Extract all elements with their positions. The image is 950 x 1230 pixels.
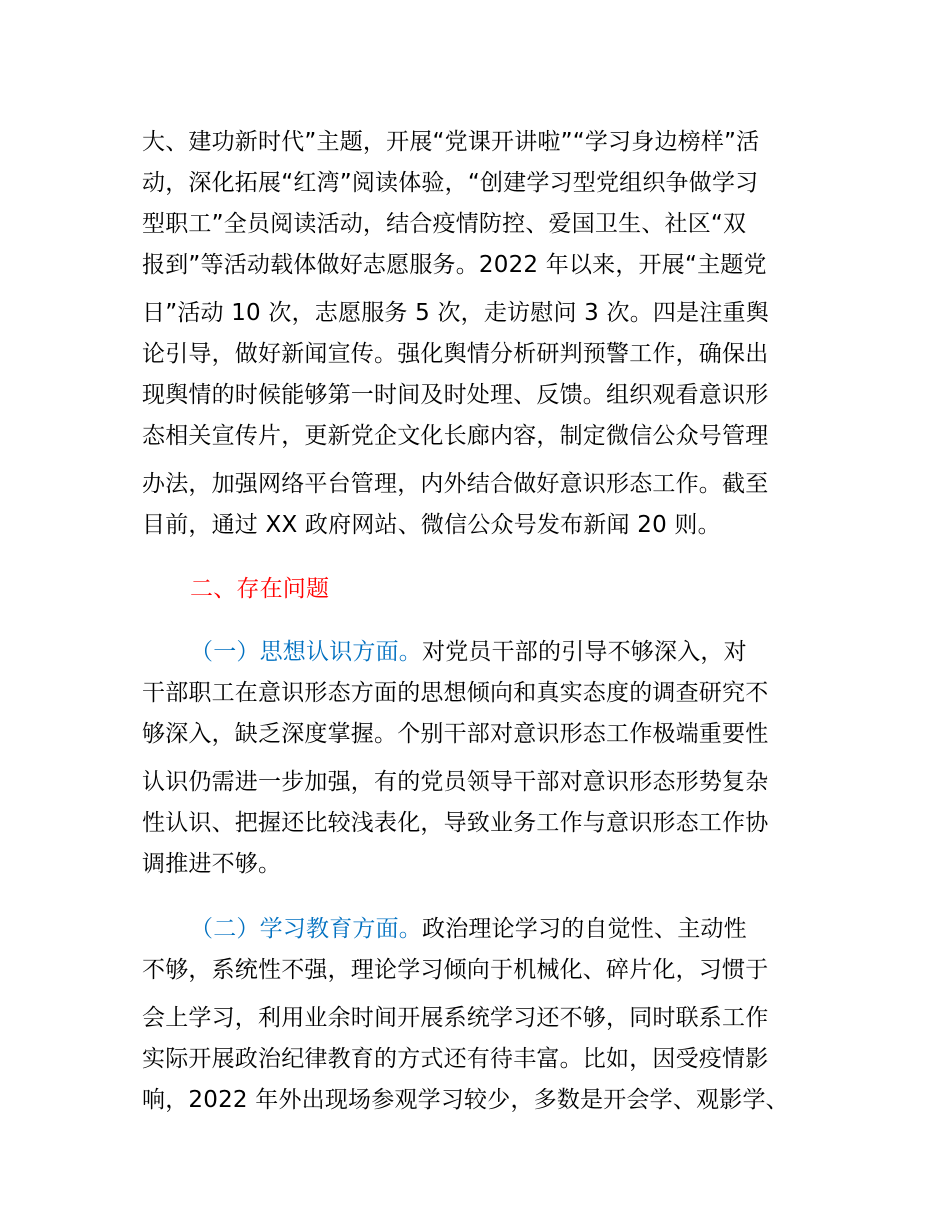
subsection-heading: （一）思想认识方面。 bbox=[190, 639, 422, 665]
body-text-line: 大、建功新时代”主题，开展“党课开讲啦”“学习身边榜样”活 bbox=[142, 129, 760, 155]
body-text-line: 够深入，缺乏深度掌握。个别干部对意识形态工作极端重要性 bbox=[142, 721, 769, 747]
subsection-first-line bbox=[190, 910, 747, 948]
body-text-line: 实际开展政治纪律教育的方式还有待丰富。比如，因受疫情影 bbox=[142, 1046, 769, 1072]
body-text-line: 不够，系统性不强，理论学习倾向于机械化、碎片化，习惯于 bbox=[142, 957, 769, 983]
body-text-line: 日”活动 10 次，志愿服务 5 次，走访慰问 3 次。四是注重舆 bbox=[142, 300, 769, 326]
body-text-line: 调推进不够。 bbox=[142, 851, 282, 877]
body-text-line: 目前，通过 XX 政府网站、微信公众号发布新闻 20 则。 bbox=[142, 512, 721, 538]
body-text-line: 会上学习，利用业余时间开展系统学习还不够，同时联系工作 bbox=[142, 1005, 769, 1031]
body-text-line: 办法，加强网络平台管理，内外结合做好意识形态工作。截至 bbox=[142, 471, 769, 497]
body-text-line: 论引导，做好新闻宣传。强化舆情分析研判预警工作，确保出 bbox=[142, 341, 769, 367]
body-text: 政治理论学习的自觉性、主动性 bbox=[422, 916, 747, 942]
body-text-line: 性认识、把握还比较浅表化，导致业务工作与意识形态工作协 bbox=[142, 810, 769, 836]
body-text-line: 报到”等活动载体做好志愿服务。2022 年以来，开展“主题党 bbox=[142, 252, 767, 278]
section-heading: 二、存在问题 bbox=[190, 576, 330, 602]
body-text-line: 响，2022 年外出现场参观学习较少，多数是开会学、观影学、 bbox=[142, 1087, 789, 1113]
body-text-line: 认识仍需进一步加强，有的党员领导干部对意识形态形势复杂 bbox=[142, 769, 769, 795]
body-text: 对党员干部的引导不够深入，对 bbox=[422, 639, 747, 665]
body-text-line: 动，深化拓展“红湾”阅读体验，“创建学习型党组织争做学习 bbox=[142, 170, 759, 196]
body-text-line: 型职工”全员阅读活动，结合疫情防控、爱国卫生、社区“双 bbox=[142, 211, 747, 237]
body-text-line: 现舆情的时候能够第一时间及时处理、反馈。组织观看意识形 bbox=[142, 382, 769, 408]
body-text-line: 干部职工在意识形态方面的思想倾向和真实态度的调查研究不 bbox=[142, 680, 769, 706]
body-text-line: 态相关宣传片，更新党企文化长廊内容，制定微信公众号管理 bbox=[142, 423, 769, 449]
subsection-first-line bbox=[190, 633, 747, 671]
subsection-heading: （二）学习教育方面。 bbox=[190, 916, 422, 942]
